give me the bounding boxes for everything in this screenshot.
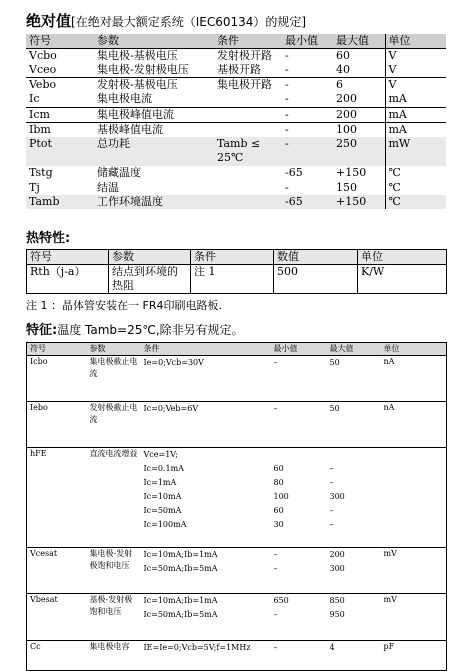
- condition-cell-line: Ie=0;Vcb=30V: [143, 358, 204, 367]
- column-header: 符号: [27, 250, 109, 265]
- thermal-heading: 热特性:: [26, 231, 71, 246]
- max-cell: +150: [333, 195, 385, 209]
- characteristics-heading: [26, 319, 244, 338]
- max-cell: [327, 402, 381, 448]
- column-header: 最大值: [327, 343, 381, 356]
- table-row: [26, 122, 446, 137]
- characteristics-subtitle: 温度 Tamb=25℃,除非另有规定。: [57, 323, 244, 337]
- symbol-cell: Icbo: [27, 356, 87, 402]
- parameter-cell: 工作环境温度: [94, 195, 214, 209]
- unit-cell: mV: [381, 548, 447, 594]
- condition-cell: [214, 181, 282, 195]
- condition-cell: Tamb ≤ 25℃: [214, 137, 282, 166]
- unit-cell: nA: [381, 356, 447, 402]
- min-cell-line: –: [273, 643, 278, 652]
- value-cell: 500: [274, 265, 358, 294]
- max-cell-line: 850: [329, 596, 345, 605]
- column-header: 单位: [385, 34, 446, 49]
- min-cell: -65: [285, 165, 303, 179]
- table-row: [26, 137, 446, 166]
- max-cell-line: 300: [329, 564, 345, 573]
- unit-cell: V: [385, 78, 446, 93]
- table-row: [26, 181, 446, 195]
- min-cell-line: –: [273, 550, 278, 559]
- max-cell: 200: [333, 92, 385, 107]
- symbol-cell: Ic: [26, 92, 94, 107]
- condition-cell: 集电极开路: [217, 78, 272, 91]
- max-cell: 6: [336, 78, 343, 91]
- table-row: [26, 78, 446, 93]
- condition-cell: 发射极开路: [217, 49, 272, 62]
- symbol-cell: Ibm: [29, 122, 51, 136]
- max-cell: [327, 548, 381, 594]
- min-cell: -: [282, 107, 333, 122]
- max-cell: [327, 594, 381, 641]
- table-row: [26, 166, 446, 181]
- min-cell: -: [282, 137, 333, 166]
- symbol-cell: Ptot: [26, 137, 94, 166]
- symbol-cell: Tamb: [26, 195, 94, 209]
- unit-cell: mV: [381, 594, 447, 641]
- condition-cell: [141, 448, 271, 548]
- table-header-row: [27, 343, 447, 356]
- column-header: 最小值: [271, 343, 327, 356]
- table-row: [27, 641, 447, 671]
- max-cell: [327, 448, 381, 548]
- min-cell: -: [285, 122, 289, 136]
- min-cell: -65: [282, 195, 333, 209]
- unit-cell: mW: [385, 137, 446, 166]
- symbol-cell: Icm: [26, 107, 94, 122]
- min-cell-line: –: [273, 564, 278, 573]
- condition-cell-line: Ic=1mA: [143, 478, 177, 487]
- unit-cell: pF: [381, 641, 447, 671]
- symbol-cell: Vcesat: [27, 548, 87, 594]
- footnote: 注 1 ：晶体管安装在一 FR4印刷电路板.: [26, 299, 222, 312]
- column-header: 最小值: [282, 34, 333, 49]
- parameter-cell: 集电极峰值电流: [94, 107, 214, 122]
- max-cell: 250: [333, 137, 385, 166]
- parameter-cell: 结温: [97, 180, 119, 194]
- characteristics-table: [26, 342, 447, 671]
- symbol-cell: hFE: [27, 448, 87, 548]
- parameter-cell: 集电极-发射极饱和电压: [87, 548, 141, 594]
- min-cell: [271, 356, 327, 402]
- symbol-cell: Tstg: [29, 165, 53, 179]
- condition-cell-line: Ic=50mA;Ib=5mA: [143, 564, 218, 573]
- max-cell-line: –: [329, 506, 334, 515]
- parameter-cell: 集电极-基极电压: [97, 49, 178, 62]
- table-header-row: [27, 250, 447, 265]
- symbol-cell: Vebo: [29, 78, 57, 91]
- symbol-cell: Rth（j-a）: [27, 265, 109, 294]
- max-cell-line: 950: [329, 610, 345, 619]
- parameter-cell: 集电极电容: [87, 641, 141, 671]
- parameter-cell: 基极峰值电流: [97, 122, 163, 136]
- max-cell-line: 300: [329, 492, 345, 501]
- max-cell-line: –: [329, 520, 334, 529]
- max-cell-line: –: [329, 478, 334, 487]
- characteristics-title: 特征:: [26, 323, 58, 338]
- unit-cell: ℃: [385, 195, 446, 209]
- max-cell-line: 4: [329, 643, 335, 652]
- condition-cell: [214, 107, 282, 122]
- table-row: [27, 402, 447, 448]
- column-header: 最大值: [333, 34, 385, 49]
- table-row: [26, 49, 446, 64]
- max-cell: 60: [336, 49, 350, 62]
- column-header: 单位: [358, 250, 447, 265]
- min-cell: -: [285, 78, 289, 91]
- min-cell-line: 30: [273, 520, 284, 529]
- table-row: [27, 265, 447, 294]
- unit-cell: K/W: [358, 265, 447, 294]
- parameter-cell: 集电极截止电流: [87, 356, 141, 402]
- column-header: 参数: [94, 34, 214, 49]
- min-cell-line: 80: [273, 478, 284, 487]
- absolute-ratings-heading: [26, 10, 306, 31]
- min-cell: -: [285, 49, 289, 62]
- column-header: 符号: [26, 34, 94, 49]
- min-cell: -: [282, 63, 333, 78]
- min-cell-line: 650: [273, 596, 289, 605]
- condition-cell: [141, 641, 271, 671]
- condition-cell: [141, 594, 271, 641]
- table-row: [26, 63, 446, 78]
- min-cell: [271, 548, 327, 594]
- max-cell: [327, 641, 381, 671]
- table-row: [27, 356, 447, 402]
- condition-cell-line: Vce=1V;: [143, 450, 178, 459]
- max-cell-line: –: [329, 464, 334, 473]
- min-cell: [271, 594, 327, 641]
- symbol-cell: Tj: [29, 180, 40, 194]
- column-header: 参数: [109, 250, 191, 265]
- max-cell-line: 50: [329, 358, 340, 367]
- condition-cell-line: Ic=10mA;Ib=1mA: [143, 550, 218, 559]
- column-header: 符号: [27, 343, 87, 356]
- column-header: 条件: [141, 343, 271, 356]
- max-cell-line: 200: [329, 550, 345, 559]
- condition-cell-line: Ic=10mA: [143, 492, 182, 501]
- condition-cell: [214, 166, 282, 181]
- max-cell: +150: [336, 165, 367, 179]
- absolute-ratings-subtitle: [在绝对最大额定系统（IEC60134）的规定]: [71, 15, 307, 29]
- thermal-table: [26, 249, 447, 294]
- min-cell: [271, 402, 327, 448]
- table-row: [26, 107, 446, 122]
- condition-cell-line: Ic=0.1mA: [143, 464, 184, 473]
- min-cell-line: [274, 448, 324, 462]
- column-header: 单位: [381, 343, 447, 356]
- condition-cell-line: Ic=100mA: [143, 520, 187, 529]
- column-header: 数值: [274, 250, 358, 265]
- symbol-cell: Vceo: [26, 63, 94, 78]
- condition-cell: [141, 402, 271, 448]
- max-cell: [327, 356, 381, 402]
- min-cell: [271, 448, 327, 548]
- parameter-cell: 发射极-基极电压: [97, 78, 178, 91]
- table-row: [27, 594, 447, 641]
- min-cell-line: 60: [273, 464, 284, 473]
- condition-cell: [141, 356, 271, 402]
- parameter-cell: 集电极电流: [94, 92, 214, 107]
- condition-cell: 注 1: [191, 265, 274, 294]
- max-cell-line: 50: [329, 404, 340, 413]
- absolute-ratings-table: [26, 34, 446, 209]
- condition-cell: [214, 92, 282, 107]
- min-cell-line: –: [273, 404, 278, 413]
- parameter-cell: 总功耗: [94, 137, 214, 166]
- table-row: [27, 548, 447, 594]
- unit-cell: mA: [385, 92, 446, 107]
- column-header: 条件: [214, 34, 282, 49]
- condition-cell: 基极开路: [214, 63, 282, 78]
- condition-cell-line: Ic=10mA;Ib=1mA: [143, 596, 218, 605]
- unit-cell: mA: [385, 107, 446, 122]
- table-row: [27, 448, 447, 548]
- symbol-cell: Iebo: [27, 402, 87, 448]
- parameter-cell: 储藏温度: [97, 165, 141, 179]
- table-header-row: [26, 34, 446, 49]
- unit-cell: V: [385, 49, 446, 64]
- column-header: 参数: [87, 343, 141, 356]
- unit-cell: ℃: [385, 166, 446, 181]
- parameter-cell: 基极-发射极饱和电压: [87, 594, 141, 641]
- max-cell: 40: [333, 63, 385, 78]
- condition-cell: [214, 122, 282, 137]
- min-cell: -: [285, 180, 289, 194]
- unit-cell: nA: [381, 402, 447, 448]
- condition-cell-line: Ic=0;Veb=6V: [143, 404, 199, 413]
- parameter-cell: 集电极-发射极电压: [94, 63, 214, 78]
- table-row: [26, 92, 446, 107]
- min-cell-line: –: [273, 358, 278, 367]
- max-cell: 100: [336, 122, 357, 136]
- condition-cell: [214, 195, 282, 209]
- unit-cell: [381, 448, 447, 548]
- max-cell: 200: [333, 107, 385, 122]
- symbol-cell: Vcbo: [29, 49, 57, 62]
- min-cell-line: –: [273, 610, 278, 619]
- unit-cell: ℃: [385, 181, 446, 195]
- symbol-cell: Cc: [27, 641, 87, 671]
- parameter-cell: 发射极截止电流: [87, 402, 141, 448]
- unit-cell: V: [385, 63, 446, 78]
- condition-cell: [141, 548, 271, 594]
- condition-cell-line: IE=Ie=0;Vcb=5V;f=1MHz: [143, 643, 251, 652]
- min-cell-line: 100: [273, 492, 289, 501]
- condition-cell-line: Ic=50mA: [143, 506, 182, 515]
- condition-cell-line: Ic=50mA;Ib=5mA: [143, 610, 218, 619]
- min-cell: -: [282, 92, 333, 107]
- max-cell-line: [330, 448, 378, 462]
- table-row: [26, 195, 446, 209]
- unit-cell: mA: [385, 122, 446, 137]
- parameter-cell: 直流电流增益: [87, 448, 141, 548]
- max-cell: 150: [336, 180, 357, 194]
- symbol-cell: Vbesat: [27, 594, 87, 641]
- parameter-cell: 结点到环境的热阻: [109, 265, 191, 294]
- min-cell: [271, 641, 327, 671]
- column-header: 条件: [191, 250, 274, 265]
- min-cell-line: 60: [273, 506, 284, 515]
- absolute-ratings-title: 绝对值: [26, 12, 72, 30]
